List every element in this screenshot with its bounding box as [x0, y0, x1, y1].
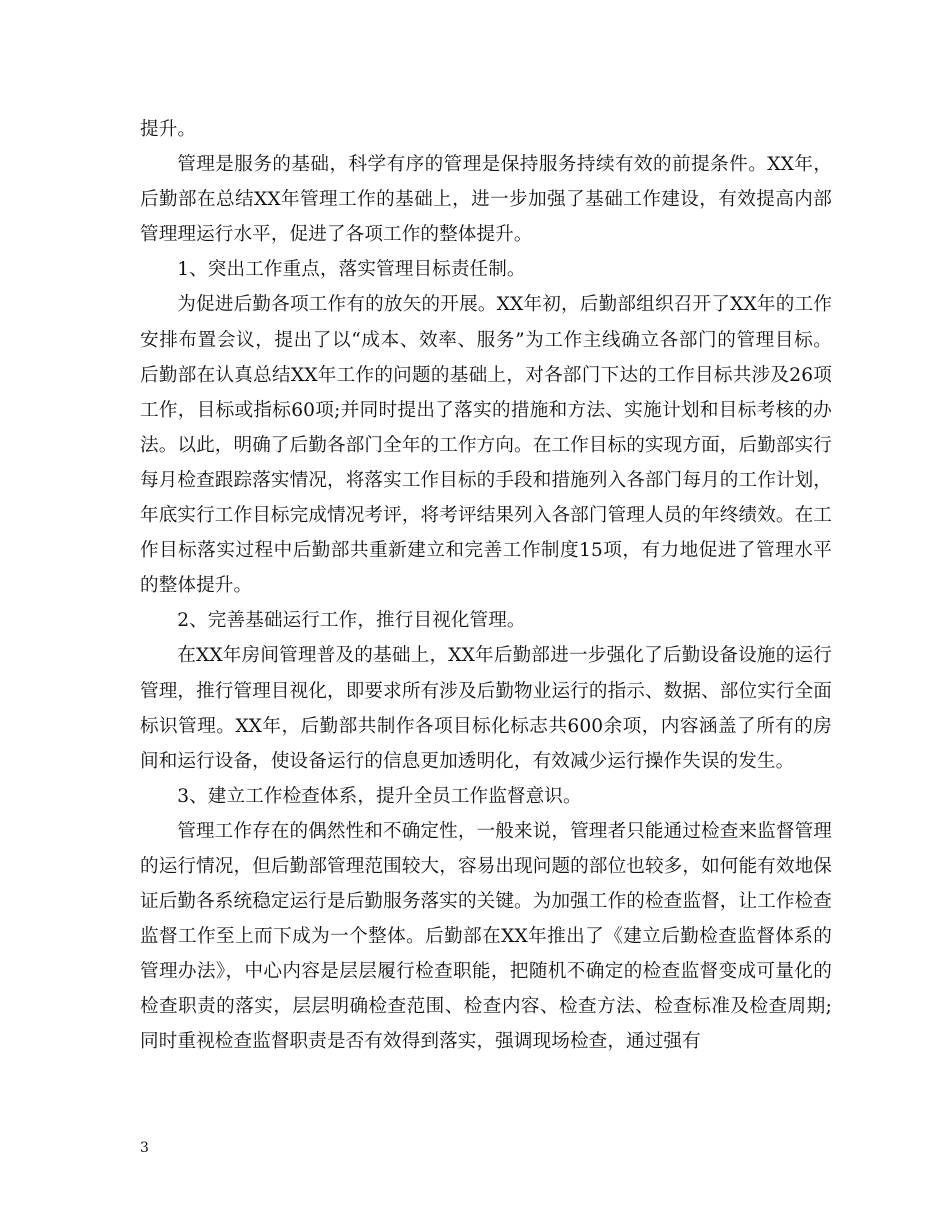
section-heading-3: 3、建立工作检查体系，提升全员工作监督意识。 — [177, 785, 582, 807]
paragraph-section-2-body: 在XX年房间管理普及的基础上，XX年后勤部进一步强化了后勤设备设施的运行管理，推行管理目视化，即要求所有涉及后勤物业运行的指示、数据、部位实行全面标识管理。XX年，后勤部共制作各项目标化标志共600余项，内容涵盖了所有的房间和运行设备，使设备运行的信息更加透明化，有效减少运行操作失误的发生。 — [140, 645, 832, 772]
document-body — [140, 112, 832, 1060]
page-number: 3 — [140, 1140, 149, 1156]
paragraph-management-intro: 管理是服务的基础，科学有序的管理是保持服务持续有效的前提条件。XX年，后勤部在总结XX年管理工作的基础上，进一步加强了基础工作建设，有效提高内部管理理运行水平，促进了各项工作的整体提升。 — [140, 154, 832, 246]
section-heading-1: 1、突出工作重点，落实管理目标责任制。 — [177, 259, 526, 281]
section-heading-2: 2、完善基础运行工作，推行目视化管理。 — [177, 610, 526, 632]
paragraph-continuation: 提升。 — [140, 119, 197, 140]
paragraph-section-1-body: 为促进后勤各项工作有的放矢的开展。XX年初，后勤部组织召开了XX年的工作安排布置会议，提出了以“成本、效率、服务”为工作主线确立各部门的管理目标。后勤部在认真总结XX年工作的问题的基础上，对各部门下达的工作目标共涉及26项工作，目标或指标60项;并同时提出了落实的措施和方法、实施计划和目标考核的办法。以此，明确了后勤各部门全年的工作方向。在工作目标的实现方面，后勤部实行每月检查跟踪落实情况，将落实工作目标的手段和措施列入各部门每月的工作计划，年底实行工作目标完成情况考评，将考评结果列入各部门管理人员的年终绩效。在工作目标落实过程中后勤部共重新建立和完善工作制度15项，有力地促进了管理水平的整体提升。 — [140, 294, 832, 597]
paragraph-section-3-body: 管理工作存在的偶然性和不确定性，一般来说，管理者只能通过检查来监督管理的运行情况，但后勤部管理范围较大，容易出现问题的部位也较多，如何能有效地保证后勤各系统稳定运行是后勤服务落实的关键。为加强工作的检查监督，让工作检查监督工作至上而下成为一个整体。后勤部在XX年推出了《建立后勤检查监督体系的管理办法》，中心内容是层层履行检查职能，把随机不确定的检查监督变成可量化的检查职责的落实，层层明确检查范围、检查内容、检查方法、检查标准及检查周期;同时重视检查监督职责是否有效得到落实，强调现场检查，通过强有 — [140, 820, 832, 1053]
